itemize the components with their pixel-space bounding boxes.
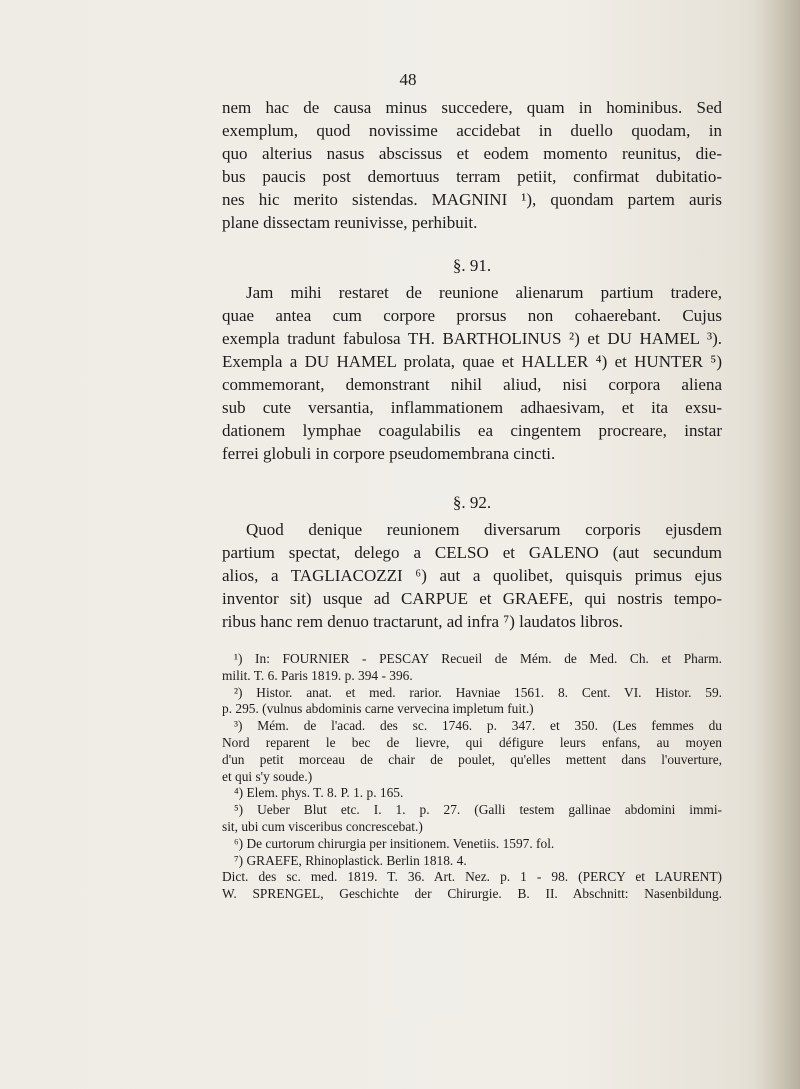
footnote-line: ⁶) De curtorum chirurgia per insitionem. Venetiis. 1597. fol. xyxy=(234,835,555,851)
page-text xyxy=(222,96,722,903)
footnote-line: ⁷) GRAEFE, Rhinoplastick. Berlin 1818. 4. xyxy=(234,852,467,868)
footnote-6 xyxy=(222,836,722,853)
footnote-line: d'un petit morceau de chair de poulet, qu'elles mettent dans l'ouverture, xyxy=(222,751,722,767)
page-number: 48 xyxy=(399,70,417,89)
text-line: ribus hanc rem denuo tractarunt, ad infra ⁷) laudatos libros. xyxy=(222,612,624,631)
footnote-5 xyxy=(222,802,722,836)
text-line: commemorant, demonstrant nihil aliud, nisi corpora aliena xyxy=(222,375,722,394)
section-heading-91: §. 91. xyxy=(452,256,492,275)
text-line: nem hac de causa minus succedere, quam in hominibus. Sed xyxy=(222,98,722,117)
paragraph-2 xyxy=(222,281,722,465)
footnote-line: Dict. des sc. med. 1819. T. 36. Art. Nez. p. 1 - 98. (PERCY et LAURENT) xyxy=(222,869,722,885)
text-line: alios, a TAGLIACOZZI ⁶) aut a quolibet, quisquis primus ejus xyxy=(222,566,722,585)
text-line: exemplum, quod novissime accidebat in duello quodam, in xyxy=(222,121,722,140)
footnote-1 xyxy=(222,651,722,685)
text-line: quo alterius nasus abscissus et eodem momento reunitus, die- xyxy=(222,144,722,163)
text-line: bus paucis post demortuus terram petiit, confirmat dubitatio- xyxy=(222,167,722,186)
text-line: ferrei globuli in corpore pseudomembrana cincti. xyxy=(222,444,556,463)
footnote-line: ⁵) Ueber Blut etc. I. 1. p. 27. (Galli testem gallinae abdomini immi- xyxy=(234,802,722,818)
footnote-line: milit. T. 6. Paris 1819. p. 394 - 396. xyxy=(222,667,413,683)
page-edge-shadow xyxy=(754,0,800,1089)
footnote-2 xyxy=(222,685,722,719)
footnote-3 xyxy=(222,718,722,785)
footnote-7 xyxy=(222,853,722,903)
section-heading-92: §. 92. xyxy=(452,493,492,512)
footnote-line: et qui s'y soude.) xyxy=(222,768,313,784)
text-line: Exempla a DU HAMEL prolata, quae et HALLER ⁴) et HUNTER ⁵) xyxy=(222,352,722,371)
text-line: sub cute versantia, inflammationem adhaesivam, et ita exsu- xyxy=(222,398,722,417)
paragraph-1 xyxy=(222,96,722,234)
text-line: Quod denique reunionem diversarum corporis ejusdem xyxy=(246,520,722,539)
text-line: Jam mihi restaret de reunione alienarum partium tradere, xyxy=(246,283,722,302)
footnote-line: sit, ubi cum visceribus concrescebat.) xyxy=(222,818,423,834)
footnote-line: p. 295. (vulnus abdominis carne vervecina impletum fuit.) xyxy=(222,701,534,717)
text-line: plane dissectam reunivisse, perhibuit. xyxy=(222,213,478,232)
paragraph-3 xyxy=(222,518,722,633)
text-line: dationem lymphae coagulabilis ea cingentem procreare, instar xyxy=(222,421,722,440)
footnote-line: ²) Histor. anat. et med. rarior. Havniae 1561. 8. Cent. VI. Histor. 59. xyxy=(234,684,722,700)
text-line: exempla tradunt fabulosa TH. BARTHOLINUS ²) et DU HAMEL ³). xyxy=(222,329,722,348)
footnote-line: ³) Mém. de l'acad. des sc. 1746. p. 347. et 350. (Les femmes du xyxy=(234,718,722,734)
footnotes xyxy=(222,651,722,903)
text-line: quae antea cum corpore prorsus non cohaerebant. Cujus xyxy=(222,306,722,325)
text-line: nes hic merito sistendas. MAGNINI ¹), quondam partem auris xyxy=(222,190,722,209)
footnote-line: W. SPRENGEL, Geschichte der Chirurgie. B. II. Abschnitt: Nasenbildung. xyxy=(222,886,722,902)
footnote-line: ¹) In: FOURNIER - PESCAY Recueil de Mém. de Med. Ch. et Pharm. xyxy=(234,651,722,666)
text-line: inventor sit) usque ad CARPUE et GRAEFE, qui nostris tempo- xyxy=(222,589,722,608)
footnote-line: Nord reparent le bec de lievre, qui défigure leurs enfans, au moyen xyxy=(222,734,722,750)
text-line: partium spectat, delego a CELSO et GALENO (aut secundum xyxy=(222,543,722,562)
footnote-4 xyxy=(222,785,722,802)
footnote-line: ⁴) Elem. phys. T. 8. P. 1. p. 165. xyxy=(234,785,404,801)
